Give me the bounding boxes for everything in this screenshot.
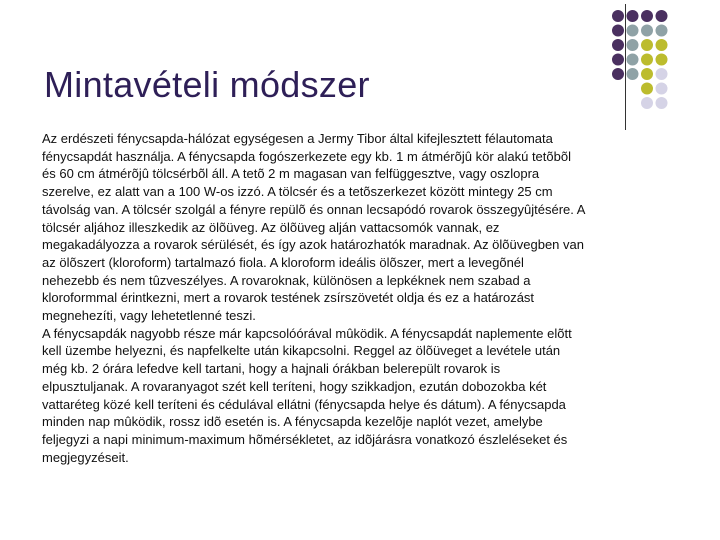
text-line: megjegyzéseit. <box>42 449 129 465</box>
text-line: és 60 cm átmérõjû tölcsérbõl áll. A tetõ 2 m magasan van felfüggesztve, vagy oszlopra <box>42 166 540 182</box>
text-line: feljegyzi a napi minimum-maximum hõmérsékletet, az idõjárásra vonatkozó észleléseket és <box>42 431 568 447</box>
dot <box>627 54 639 66</box>
dot <box>641 54 653 66</box>
dot <box>656 10 668 22</box>
dot <box>656 25 668 37</box>
dot <box>612 39 624 51</box>
vertical-divider <box>625 4 626 130</box>
dot <box>612 25 624 37</box>
text-line: nehezebb és nem tûzveszélyes. A rovaroknak, különösen a lepkéknek nem szabad a <box>42 272 531 288</box>
text-line: még kb. 2 órára lefedve kell tartani, hogy a hajnali órákban belerepült rovarok is <box>42 361 501 377</box>
text-line: távolság van. A tölcsér szolgál a fényre repülõ és onnan lecsapódó rovarok összegyûjtésére. A <box>42 201 586 217</box>
text-line: Az erdészeti fénycsapda-hálózat egységesen a Jermy Tibor által kifejlesztett félautomata <box>42 131 553 146</box>
body-text <box>42 130 682 466</box>
paragraph-1 <box>42 130 682 325</box>
dot <box>641 10 653 22</box>
dot-pattern-icon <box>612 10 708 114</box>
dot <box>627 10 639 22</box>
dot <box>612 54 624 66</box>
text-line: A fénycsapdák nagyobb része már kapcsolóórával mûködik. A fénycsapdát naplemente elõtt <box>42 325 572 341</box>
text-line: fénycsapdát használja. A fénycsapda fogószerkezete egy kb. 1 m átmérõjû kör alakú tetõbõl <box>42 148 571 164</box>
text-line: tölcsér aljához illeszkedik az ölõüveg. Az ölõüveg alján vattacsomók vannak, ez <box>42 219 500 235</box>
paragraph-2 <box>42 325 682 467</box>
text-line: szerelve, ez alatt van a 100 W-os izzó. A tölcsér és a tetõszerkezet között mintegy 25 cm <box>42 184 553 200</box>
dot <box>656 83 668 95</box>
decorative-dot-grid <box>612 10 708 114</box>
dot <box>641 97 653 109</box>
dot <box>612 10 624 22</box>
dot <box>627 68 639 80</box>
text-line: minden nap mûködik, rossz idõ esetén is. A fénycsapda kezelõje naplót vezet, amelybe <box>42 414 543 430</box>
dot <box>612 68 624 80</box>
dot <box>641 39 653 51</box>
dot <box>627 25 639 37</box>
dot <box>641 25 653 37</box>
text-line: megnehezíti, vagy lehetetlenné teszi. <box>42 308 256 324</box>
dot <box>627 39 639 51</box>
text-line: kloroformmal érintkezni, mert a rovarok testének zsírszövetét oldja és ez a határozást <box>42 290 535 306</box>
slide-title: Mintavételi módszer <box>44 64 370 105</box>
dot <box>656 68 668 80</box>
text-line: elpusztuljanak. A rovaranyagot szét kell teríteni, hogy szikkadjon, ezután dobozokba két <box>42 378 547 394</box>
dot <box>656 39 668 51</box>
text-line: megakadályozza a rovarok sérülését, és így azok határozhatók maradnak. Az ölõüvegben van <box>42 237 584 253</box>
dot <box>641 68 653 80</box>
text-line: az ölõszert (kloroform) tartalmazó fiola. A kloroform ideális ölõszer, mert a levegõnél <box>42 254 524 270</box>
dot <box>641 83 653 95</box>
dot <box>656 97 668 109</box>
text-line: kell üzembe helyezni, és napfelkelte után kikapcsolni. Reggel az ölõüveget a levétele után <box>42 343 561 359</box>
dot <box>656 54 668 66</box>
text-line: vattaréteg közé kell teríteni és cédulával ellátni (fénycsapda helye és dátum). A fénycsapda <box>42 396 566 412</box>
